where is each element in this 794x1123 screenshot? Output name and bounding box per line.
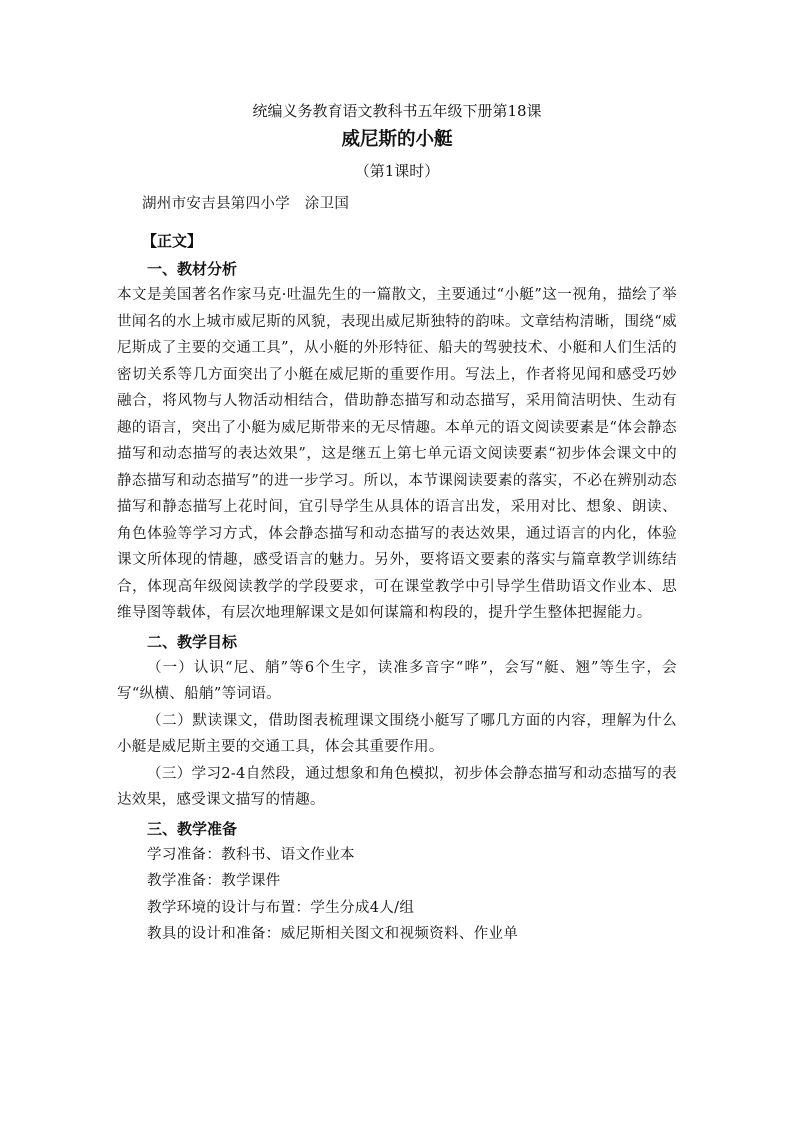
preparation-item: 教学环境的设计与布置：学生分成4人/组 <box>147 899 415 916</box>
section-heading: 一、教材分析 <box>147 260 238 278</box>
goal-paragraph: （三）学习2-4自然段，通过想象和角色模拟，初步体会静态描写和动态描写的表达效果，感受课文描写的情趣。 <box>117 765 677 808</box>
lesson-period: （第1课时） <box>354 162 440 180</box>
main-text-label: 【正文】 <box>142 232 203 250</box>
preparation-item: 学习准备：教科书、语文作业本 <box>147 846 355 863</box>
preparation-item: 教具的设计和准备：威尼斯相关图文和视频资料、作业单 <box>147 926 519 942</box>
section-teaching-goals <box>117 629 677 814</box>
document-body <box>117 98 677 948</box>
paragraph: 本文是美国著名作家马克·吐温先生的一篇散文，主要通过“小艇”这一视角，描绘了举世闻名的水上城市威尼斯的风貌，表现出威尼斯独特的韵味。文章结构清晰，围绕“威尼斯成了主要的交通工具”，从小艇的外形特征、船夫的驾驶技术、小艇和人们生活的密切关系等几方面突出了小艇在威尼斯的重要作用。写法上，作者将见闻和感受巧妙融合，将风物与人物活动相结合，借助静态描写和动态描写，采用简洁明快、生动有趣的语言，突出了小艇为威尼斯带来的无尽情趣。本单元的语文阅读要素是“体会静态描写和动态描写的表达效果”，这是继五上第七单元语文阅读要素“初步体会课文中的静态描写和动态描写”的进一步学习。所以，本节课阅读要素的落实，不必在辨别动态描写和静态描写上花时间，宜引导学生从具体的语言出发，采用对比、想象、朗读、角色体验等学习方式，体会静态描写和动态描写的表达效果，通过语言的内化，体验课文所体现的情趣，感受语言的魅力。另外，要将语文要素的落实与篇章教学训练结合，体现高年级阅读教学的学段要求，可在课堂教学中引导学生借助语文作业本、思维导图等载体，有层次地理解课文是如何谋篇和构段的，提升学生整体把握能力。 <box>117 287 677 621</box>
section-textbook-analysis <box>117 256 677 627</box>
section-heading: 二、教学目标 <box>147 632 238 651</box>
goal-paragraph: （二）默读课文，借助图表梳理课文围绕小艇写了哪几方面的内容，理解为什么小艇是威尼斯主要的交通工具，体会其重要作用。 <box>117 712 677 755</box>
header-line: 统编义务教育语文教科书五年级下册第18课 <box>252 102 542 120</box>
section-heading: 三、教学准备 <box>147 819 238 838</box>
section-teaching-preparation <box>117 816 677 948</box>
lesson-title: 威尼斯的小艇 <box>341 129 453 150</box>
author-line: 湖州市安吉县第四小学 涂卫国 <box>142 196 350 212</box>
preparation-item: 教学准备：教学课件 <box>147 873 281 889</box>
goal-paragraph: （一）认识“尼、艄”等6个生字，读准多音字“哗”，会写“艇、翘”等生字，会写“纵横、船艄”等词语。 <box>117 659 677 702</box>
